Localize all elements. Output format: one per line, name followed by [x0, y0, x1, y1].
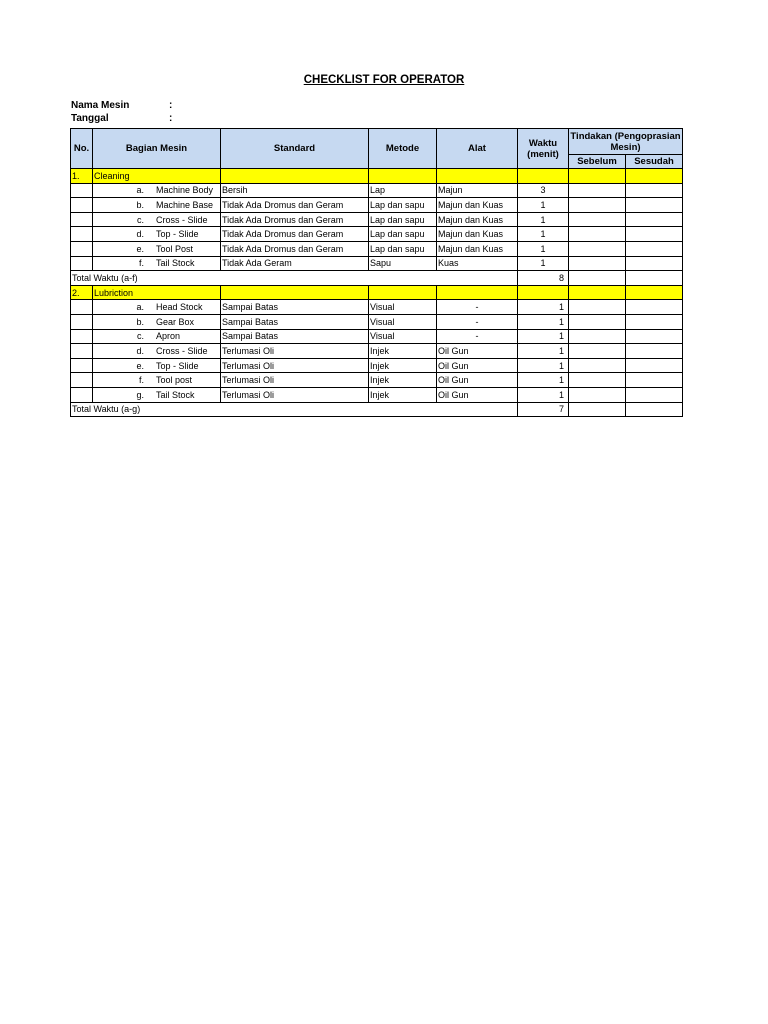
sesudah-checkbox-cell[interactable]	[626, 402, 683, 417]
alat-cell: Oil Gun	[437, 344, 518, 359]
section-empty-cell[interactable]	[437, 169, 518, 184]
standard-cell: Terlumasi Oli	[221, 387, 369, 402]
item-letter: d.	[136, 345, 144, 356]
section-empty-cell[interactable]	[221, 285, 369, 300]
row-number-cell	[71, 256, 93, 271]
metode-cell: Injek	[369, 358, 437, 373]
sebelum-checkbox-cell[interactable]	[569, 373, 626, 388]
table-row	[71, 344, 683, 359]
waktu-cell	[518, 183, 569, 198]
metode-cell: Lap	[369, 183, 437, 198]
sebelum-checkbox-cell[interactable]	[569, 241, 626, 256]
alat-cell: Majun dan Kuas	[437, 241, 518, 256]
standard-cell: Sampai Batas	[221, 329, 369, 344]
row-number-cell	[71, 183, 93, 198]
part-cell	[93, 198, 221, 213]
waktu-cell	[518, 227, 569, 242]
alat-cell: -	[437, 300, 518, 315]
waktu-value: 1	[540, 258, 546, 269]
machine-name-label: Nama Mesin	[71, 100, 130, 111]
alat-cell: Oil Gun	[437, 358, 518, 373]
sebelum-checkbox-cell[interactable]	[569, 344, 626, 359]
part-cell	[93, 227, 221, 242]
sesudah-checkbox-cell[interactable]	[626, 314, 683, 329]
sesudah-checkbox-cell[interactable]	[626, 227, 683, 242]
part-cell	[93, 183, 221, 198]
sesudah-checkbox-cell[interactable]	[626, 358, 683, 373]
standard-cell: Sampai Batas	[221, 300, 369, 315]
metode-cell: Visual	[369, 329, 437, 344]
standard-cell: Terlumasi Oli	[221, 344, 369, 359]
item-part: Gear Box	[156, 316, 195, 327]
waktu-cell: 1	[518, 329, 569, 344]
part-cell	[93, 373, 221, 388]
metode-cell: Lap dan sapu	[369, 227, 437, 242]
item-part: Machine Body	[156, 185, 214, 196]
header-tindakan: Tindakan (Pengoprasian Mesin)	[570, 130, 681, 153]
metode-cell: Injek	[369, 344, 437, 359]
waktu-cell: 1	[518, 344, 569, 359]
sebelum-checkbox-cell[interactable]	[569, 271, 626, 286]
table-row	[71, 358, 683, 373]
section-name: Lubriction	[93, 285, 221, 300]
waktu-cell: 1	[518, 373, 569, 388]
header-alat: Alat	[437, 129, 518, 169]
header-waktu: Waktu (menit)	[518, 129, 569, 169]
row-number-cell	[71, 241, 93, 256]
part-cell	[93, 358, 221, 373]
alat-cell: Majun	[437, 183, 518, 198]
item-part: Apron	[156, 331, 181, 342]
sesudah-checkbox-cell[interactable]	[626, 256, 683, 271]
waktu-cell	[518, 212, 569, 227]
waktu-cell: 1	[518, 358, 569, 373]
row-number-cell	[71, 198, 93, 213]
date-colon: :	[169, 113, 173, 124]
alat-cell: -	[437, 329, 518, 344]
sesudah-checkbox-cell[interactable]	[626, 183, 683, 198]
metode-cell: Lap dan sapu	[369, 241, 437, 256]
waktu-value: 1	[540, 199, 546, 210]
item-part: Tool post	[156, 375, 193, 386]
sesudah-checkbox-cell[interactable]	[626, 271, 683, 286]
sebelum-checkbox-cell[interactable]	[569, 387, 626, 402]
row-number-cell	[71, 329, 93, 344]
section-empty-cell[interactable]	[569, 169, 626, 184]
sebelum-checkbox-cell[interactable]	[569, 300, 626, 315]
row-number-cell	[71, 358, 93, 373]
part-cell	[93, 241, 221, 256]
standard-cell: Sampai Batas	[221, 314, 369, 329]
section-empty-cell[interactable]	[518, 285, 569, 300]
sebelum-checkbox-cell[interactable]	[569, 358, 626, 373]
standard-cell: Terlumasi Oli	[221, 373, 369, 388]
row-number-cell	[71, 212, 93, 227]
alat-cell: -	[437, 314, 518, 329]
checklist-table	[70, 128, 683, 417]
item-letter: f.	[138, 258, 144, 269]
total-row	[71, 402, 683, 417]
section-empty-cell[interactable]	[626, 169, 683, 184]
item-part: Machine Base	[156, 199, 214, 210]
section-empty-cell[interactable]	[369, 285, 437, 300]
item-letter: b.	[136, 316, 144, 327]
sesudah-checkbox-cell[interactable]	[626, 198, 683, 213]
metode-cell: Visual	[369, 300, 437, 315]
item-part: Cross - Slide	[156, 345, 208, 356]
table-row	[71, 256, 683, 271]
machine-name-field	[71, 100, 172, 111]
row-number-cell	[71, 373, 93, 388]
table-row	[71, 212, 683, 227]
table-row	[71, 373, 683, 388]
section-empty-cell[interactable]	[518, 169, 569, 184]
standard-cell: Tidak Ada Dromus dan Geram	[221, 241, 369, 256]
sebelum-checkbox-cell[interactable]	[569, 183, 626, 198]
header-sesudah: Sesudah	[626, 155, 683, 169]
sesudah-checkbox-cell[interactable]	[626, 241, 683, 256]
sebelum-checkbox-cell[interactable]	[569, 314, 626, 329]
waktu-cell: 1	[518, 300, 569, 315]
waktu-value: 1	[540, 243, 546, 254]
sebelum-checkbox-cell[interactable]	[569, 329, 626, 344]
section-empty-cell[interactable]	[221, 169, 369, 184]
item-letter: b.	[136, 199, 144, 210]
item-part: Cross - Slide	[156, 214, 208, 225]
header-sebelum: Sebelum	[569, 155, 626, 169]
sebelum-checkbox-cell[interactable]	[569, 402, 626, 417]
part-cell	[93, 344, 221, 359]
alat-cell: Majun dan Kuas	[437, 198, 518, 213]
part-cell	[93, 387, 221, 402]
alat-cell: Majun dan Kuas	[437, 212, 518, 227]
item-part: Tail Stock	[156, 258, 195, 269]
header-standard: Standard	[221, 129, 369, 169]
part-cell	[93, 300, 221, 315]
table-row	[71, 387, 683, 402]
item-letter: c.	[136, 331, 144, 342]
row-number-cell	[71, 387, 93, 402]
item-letter: f.	[138, 375, 144, 386]
section-empty-cell[interactable]	[626, 285, 683, 300]
standard-cell: Bersih	[221, 183, 369, 198]
row-number-cell	[71, 227, 93, 242]
waktu-cell	[518, 198, 569, 213]
sebelum-checkbox-cell[interactable]	[569, 256, 626, 271]
waktu-value: 1	[540, 214, 546, 225]
item-part: Top - Slide	[156, 229, 199, 240]
alat-cell: Oil Gun	[437, 387, 518, 402]
alat-cell: Kuas	[437, 256, 518, 271]
section-number: 2.	[71, 285, 93, 300]
waktu-value: 1	[540, 229, 546, 240]
item-letter: a.	[136, 302, 144, 313]
item-part: Tail Stock	[156, 389, 195, 400]
total-label: Total Waktu (a-g)	[71, 402, 518, 417]
waktu-cell	[518, 241, 569, 256]
header-row	[71, 129, 683, 155]
total-label: Total Waktu (a-f)	[71, 271, 518, 286]
section-name: Cleaning	[93, 169, 221, 184]
section-row	[71, 285, 683, 300]
alat-cell: Oil Gun	[437, 373, 518, 388]
table-row	[71, 227, 683, 242]
date-label: Tanggal	[71, 113, 109, 124]
row-number-cell	[71, 344, 93, 359]
sebelum-checkbox-cell[interactable]	[569, 198, 626, 213]
item-part: Top - Slide	[156, 360, 199, 371]
metode-cell: Visual	[369, 314, 437, 329]
waktu-cell	[518, 256, 569, 271]
sebelum-checkbox-cell[interactable]	[569, 212, 626, 227]
section-empty-cell[interactable]	[437, 285, 518, 300]
item-part: Tool Post	[156, 243, 194, 254]
table-row	[71, 314, 683, 329]
metode-cell: Injek	[369, 373, 437, 388]
waktu-cell: 1	[518, 387, 569, 402]
part-cell	[93, 212, 221, 227]
standard-cell: Terlumasi Oli	[221, 358, 369, 373]
sesudah-checkbox-cell[interactable]	[626, 373, 683, 388]
item-letter: c.	[136, 214, 144, 225]
item-letter: e.	[136, 360, 144, 371]
header-no: No.	[71, 129, 93, 169]
total-value: 8	[518, 271, 569, 286]
standard-cell: Tidak Ada Dromus dan Geram	[221, 198, 369, 213]
standard-cell: Tidak Ada Dromus dan Geram	[221, 227, 369, 242]
document-title: CHECKLIST FOR OPERATOR	[303, 74, 465, 86]
header-bagian-mesin: Bagian Mesin	[93, 129, 221, 169]
standard-cell: Tidak Ada Geram	[221, 256, 369, 271]
metode-cell: Injek	[369, 387, 437, 402]
date-field	[71, 113, 172, 124]
sebelum-checkbox-cell[interactable]	[569, 227, 626, 242]
row-number-cell	[71, 300, 93, 315]
metode-cell: Lap dan sapu	[369, 212, 437, 227]
alat-cell: Majun dan Kuas	[437, 227, 518, 242]
item-letter: g.	[136, 389, 144, 400]
section-empty-cell[interactable]	[569, 285, 626, 300]
total-row	[71, 271, 683, 286]
section-number: 1.	[71, 169, 93, 184]
header-metode: Metode	[369, 129, 437, 169]
sesudah-checkbox-cell[interactable]	[626, 300, 683, 315]
section-row	[71, 169, 683, 184]
machine-name-colon: :	[169, 100, 173, 111]
part-cell	[93, 256, 221, 271]
standard-cell: Tidak Ada Dromus dan Geram	[221, 212, 369, 227]
section-empty-cell[interactable]	[369, 169, 437, 184]
sesudah-checkbox-cell[interactable]	[626, 212, 683, 227]
part-cell	[93, 329, 221, 344]
table-row	[71, 241, 683, 256]
table-row	[71, 183, 683, 198]
sesudah-checkbox-cell[interactable]	[626, 387, 683, 402]
item-letter: e.	[136, 243, 144, 254]
table-row	[71, 300, 683, 315]
item-letter: d.	[136, 229, 144, 240]
part-cell	[93, 314, 221, 329]
sesudah-checkbox-cell[interactable]	[626, 344, 683, 359]
sesudah-checkbox-cell[interactable]	[626, 329, 683, 344]
waktu-cell: 1	[518, 314, 569, 329]
table-row	[71, 329, 683, 344]
item-letter: a.	[136, 185, 144, 196]
metode-cell: Sapu	[369, 256, 437, 271]
metode-cell: Lap dan sapu	[369, 198, 437, 213]
item-part: Head Stock	[156, 302, 203, 313]
row-number-cell	[71, 314, 93, 329]
waktu-value: 3	[540, 185, 546, 196]
table-row	[71, 198, 683, 213]
total-value: 7	[518, 402, 569, 417]
